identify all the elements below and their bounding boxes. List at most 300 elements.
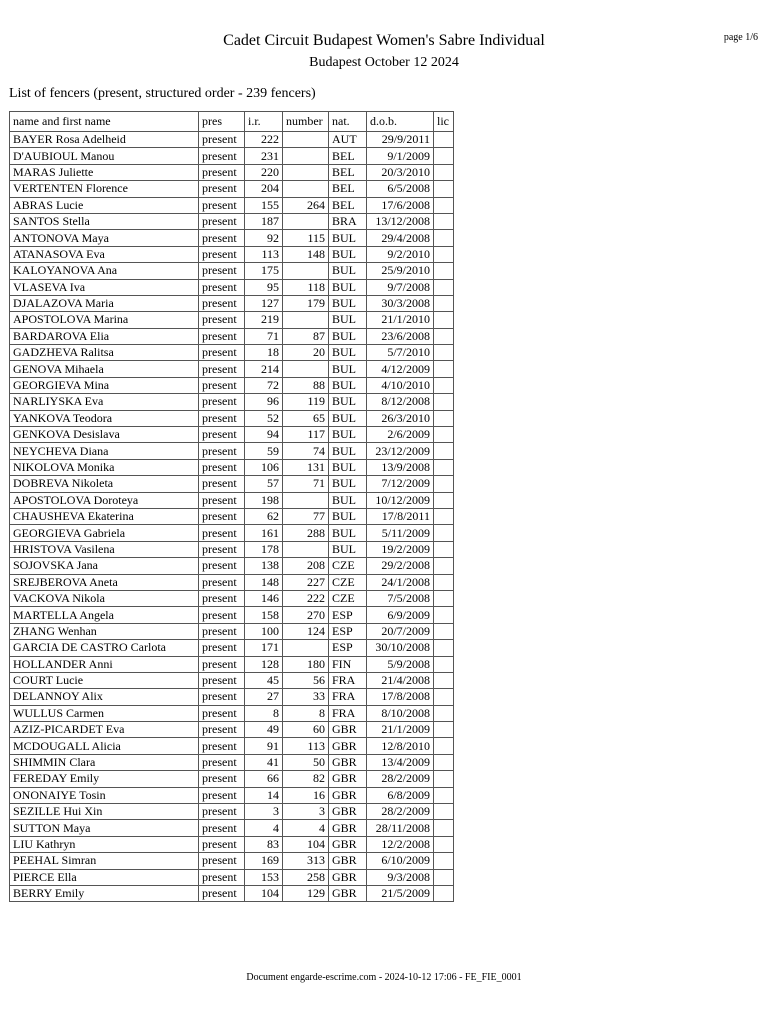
cell-lic xyxy=(434,181,454,197)
cell-nat: GBR xyxy=(329,804,367,820)
cell-number xyxy=(283,181,329,197)
page-subtitle: Budapest October 12 2024 xyxy=(309,55,459,70)
cell-ir: 100 xyxy=(245,623,283,639)
cell-dob: 21/5/2009 xyxy=(367,885,434,901)
cell-name: VACKOVA Nikola xyxy=(10,590,199,606)
cell-nat: FRA xyxy=(329,705,367,721)
cell-ir: 57 xyxy=(245,476,283,492)
cell-number: 71 xyxy=(283,476,329,492)
cell-pres: present xyxy=(199,836,245,852)
cell-name: SOJOVSKA Jana xyxy=(10,558,199,574)
cell-lic xyxy=(434,672,454,688)
table-row xyxy=(10,492,454,508)
cell-number xyxy=(283,361,329,377)
table-row xyxy=(10,689,454,705)
cell-lic xyxy=(434,869,454,885)
cell-ir: 127 xyxy=(245,295,283,311)
cell-dob: 12/8/2010 xyxy=(367,738,434,754)
cell-ir: 52 xyxy=(245,410,283,426)
cell-lic xyxy=(434,459,454,475)
table-row xyxy=(10,361,454,377)
cell-lic xyxy=(434,836,454,852)
cell-ir: 155 xyxy=(245,197,283,213)
cell-nat: BUL xyxy=(329,525,367,541)
cell-number: 270 xyxy=(283,607,329,623)
cell-pres: present xyxy=(199,885,245,901)
cell-dob: 9/3/2008 xyxy=(367,869,434,885)
cell-pres: present xyxy=(199,656,245,672)
cell-pres: present xyxy=(199,361,245,377)
column-header-nat: nat. xyxy=(329,112,367,132)
cell-name: NIKOLOVA Monika xyxy=(10,459,199,475)
cell-ir: 113 xyxy=(245,246,283,262)
cell-ir: 187 xyxy=(245,213,283,229)
cell-lic xyxy=(434,148,454,164)
cell-number xyxy=(283,312,329,328)
cell-ir: 175 xyxy=(245,263,283,279)
column-header-name: name and first name xyxy=(10,112,199,132)
cell-name: WULLUS Carmen xyxy=(10,705,199,721)
cell-dob: 21/1/2009 xyxy=(367,722,434,738)
page-title: Cadet Circuit Budapest Women's Sabre Individual xyxy=(223,32,545,49)
cell-name: SANTOS Stella xyxy=(10,213,199,229)
fencers-table xyxy=(9,111,454,902)
cell-lic xyxy=(434,132,454,148)
cell-dob: 17/6/2008 xyxy=(367,197,434,213)
table-row xyxy=(10,558,454,574)
cell-name: HOLLANDER Anni xyxy=(10,656,199,672)
cell-lic xyxy=(434,590,454,606)
cell-lic xyxy=(434,476,454,492)
cell-name: HRISTOVA Vasilena xyxy=(10,541,199,557)
cell-pres: present xyxy=(199,197,245,213)
cell-number: 50 xyxy=(283,754,329,770)
cell-dob: 17/8/2011 xyxy=(367,508,434,524)
cell-number: 129 xyxy=(283,885,329,901)
cell-nat: GBR xyxy=(329,722,367,738)
cell-dob: 13/4/2009 xyxy=(367,754,434,770)
cell-dob: 4/12/2009 xyxy=(367,361,434,377)
cell-number: 115 xyxy=(283,230,329,246)
cell-name: FEREDAY Emily xyxy=(10,771,199,787)
table-row xyxy=(10,427,454,443)
cell-lic xyxy=(434,164,454,180)
cell-pres: present xyxy=(199,804,245,820)
cell-name: ATANASOVA Eva xyxy=(10,246,199,262)
cell-name: MARAS Juliette xyxy=(10,164,199,180)
cell-nat: BUL xyxy=(329,246,367,262)
cell-number: 74 xyxy=(283,443,329,459)
cell-lic xyxy=(434,820,454,836)
cell-number: 82 xyxy=(283,771,329,787)
cell-ir: 204 xyxy=(245,181,283,197)
cell-dob: 7/5/2008 xyxy=(367,590,434,606)
table-row xyxy=(10,377,454,393)
table-row xyxy=(10,590,454,606)
cell-dob: 4/10/2010 xyxy=(367,377,434,393)
cell-dob: 28/2/2009 xyxy=(367,804,434,820)
cell-pres: present xyxy=(199,705,245,721)
cell-dob: 5/9/2008 xyxy=(367,656,434,672)
cell-dob: 23/12/2009 xyxy=(367,443,434,459)
cell-lic xyxy=(434,230,454,246)
cell-nat: GBR xyxy=(329,869,367,885)
cell-number xyxy=(283,164,329,180)
cell-name: SHIMMIN Clara xyxy=(10,754,199,770)
cell-lic xyxy=(434,623,454,639)
cell-nat: BUL xyxy=(329,328,367,344)
cell-dob: 20/3/2010 xyxy=(367,164,434,180)
cell-number: 117 xyxy=(283,427,329,443)
cell-pres: present xyxy=(199,722,245,738)
table-row xyxy=(10,476,454,492)
cell-number: 124 xyxy=(283,623,329,639)
cell-nat: BUL xyxy=(329,345,367,361)
cell-lic xyxy=(434,885,454,901)
cell-ir: 96 xyxy=(245,394,283,410)
cell-name: VLASEVA Iva xyxy=(10,279,199,295)
cell-number: 222 xyxy=(283,590,329,606)
cell-number: 88 xyxy=(283,377,329,393)
cell-name: DJALAZOVA Maria xyxy=(10,295,199,311)
cell-dob: 7/12/2009 xyxy=(367,476,434,492)
cell-pres: present xyxy=(199,132,245,148)
cell-nat: BEL xyxy=(329,197,367,213)
cell-pres: present xyxy=(199,853,245,869)
cell-ir: 138 xyxy=(245,558,283,574)
cell-lic xyxy=(434,787,454,803)
cell-nat: BUL xyxy=(329,459,367,475)
cell-dob: 30/10/2008 xyxy=(367,640,434,656)
cell-name: MARTELLA Angela xyxy=(10,607,199,623)
cell-name: CHAUSHEVA Ekaterina xyxy=(10,508,199,524)
cell-nat: GBR xyxy=(329,853,367,869)
cell-number: 119 xyxy=(283,394,329,410)
cell-lic xyxy=(434,295,454,311)
cell-pres: present xyxy=(199,787,245,803)
cell-dob: 5/7/2010 xyxy=(367,345,434,361)
cell-pres: present xyxy=(199,312,245,328)
cell-name: GEORGIEVA Gabriela xyxy=(10,525,199,541)
cell-lic xyxy=(434,377,454,393)
cell-ir: 214 xyxy=(245,361,283,377)
cell-lic xyxy=(434,361,454,377)
cell-name: BARDAROVA Elia xyxy=(10,328,199,344)
cell-nat: GBR xyxy=(329,738,367,754)
cell-number: 118 xyxy=(283,279,329,295)
cell-nat: BUL xyxy=(329,361,367,377)
cell-name: APOSTOLOVA Doroteya xyxy=(10,492,199,508)
cell-name: BAYER Rosa Adelheid xyxy=(10,132,199,148)
cell-ir: 148 xyxy=(245,574,283,590)
table-row xyxy=(10,263,454,279)
cell-pres: present xyxy=(199,148,245,164)
cell-name: GENKOVA Desislava xyxy=(10,427,199,443)
cell-pres: present xyxy=(199,869,245,885)
cell-ir: 106 xyxy=(245,459,283,475)
cell-lic xyxy=(434,541,454,557)
cell-ir: 91 xyxy=(245,738,283,754)
cell-pres: present xyxy=(199,771,245,787)
cell-nat: FIN xyxy=(329,656,367,672)
table-row xyxy=(10,656,454,672)
table-row xyxy=(10,328,454,344)
cell-pres: present xyxy=(199,623,245,639)
table-row xyxy=(10,148,454,164)
cell-dob: 6/5/2008 xyxy=(367,181,434,197)
cell-dob: 29/9/2011 xyxy=(367,132,434,148)
cell-dob: 21/4/2008 xyxy=(367,672,434,688)
cell-pres: present xyxy=(199,164,245,180)
cell-nat: GBR xyxy=(329,754,367,770)
cell-pres: present xyxy=(199,558,245,574)
table-row xyxy=(10,885,454,901)
cell-number: 313 xyxy=(283,853,329,869)
cell-number: 20 xyxy=(283,345,329,361)
cell-number: 264 xyxy=(283,197,329,213)
column-header-dob: d.o.b. xyxy=(367,112,434,132)
cell-ir: 45 xyxy=(245,672,283,688)
cell-ir: 169 xyxy=(245,853,283,869)
cell-number: 104 xyxy=(283,836,329,852)
cell-lic xyxy=(434,410,454,426)
cell-ir: 41 xyxy=(245,754,283,770)
cell-number xyxy=(283,492,329,508)
cell-ir: 128 xyxy=(245,656,283,672)
cell-name: PIERCE Ella xyxy=(10,869,199,885)
cell-lic xyxy=(434,443,454,459)
cell-name: D'AUBIOUL Manou xyxy=(10,148,199,164)
cell-ir: 95 xyxy=(245,279,283,295)
cell-dob: 13/12/2008 xyxy=(367,213,434,229)
cell-dob: 17/8/2008 xyxy=(367,689,434,705)
table-row xyxy=(10,164,454,180)
cell-dob: 9/1/2009 xyxy=(367,148,434,164)
cell-ir: 94 xyxy=(245,427,283,443)
cell-pres: present xyxy=(199,345,245,361)
cell-ir: 71 xyxy=(245,328,283,344)
cell-pres: present xyxy=(199,295,245,311)
cell-dob: 9/2/2010 xyxy=(367,246,434,262)
cell-pres: present xyxy=(199,377,245,393)
cell-ir: 49 xyxy=(245,722,283,738)
cell-pres: present xyxy=(199,410,245,426)
cell-lic xyxy=(434,328,454,344)
cell-pres: present xyxy=(199,443,245,459)
cell-pres: present xyxy=(199,246,245,262)
table-row xyxy=(10,771,454,787)
cell-dob: 19/2/2009 xyxy=(367,541,434,557)
cell-ir: 222 xyxy=(245,132,283,148)
cell-ir: 219 xyxy=(245,312,283,328)
cell-number: 208 xyxy=(283,558,329,574)
table-row xyxy=(10,623,454,639)
cell-nat: BUL xyxy=(329,476,367,492)
cell-nat: GBR xyxy=(329,820,367,836)
cell-name: DOBREVA Nikoleta xyxy=(10,476,199,492)
cell-lic xyxy=(434,525,454,541)
cell-name: SREJBEROVA Aneta xyxy=(10,574,199,590)
cell-nat: BUL xyxy=(329,377,367,393)
cell-number: 3 xyxy=(283,804,329,820)
table-row xyxy=(10,312,454,328)
cell-dob: 25/9/2010 xyxy=(367,263,434,279)
document-footer: Document engarde-escrime.com - 2024-10-12 17:06 - FE_FIE_0001 xyxy=(246,972,522,983)
table-row xyxy=(10,508,454,524)
column-header-ir: i.r. xyxy=(245,112,283,132)
cell-name: LIU Kathryn xyxy=(10,836,199,852)
cell-dob: 13/9/2008 xyxy=(367,459,434,475)
cell-number: 179 xyxy=(283,295,329,311)
cell-name: KALOYANOVA Ana xyxy=(10,263,199,279)
cell-nat: BEL xyxy=(329,164,367,180)
cell-dob: 23/6/2008 xyxy=(367,328,434,344)
cell-nat: BUL xyxy=(329,263,367,279)
cell-ir: 59 xyxy=(245,443,283,459)
cell-ir: 14 xyxy=(245,787,283,803)
cell-pres: present xyxy=(199,508,245,524)
cell-pres: present xyxy=(199,459,245,475)
cell-name: NEYCHEVA Diana xyxy=(10,443,199,459)
cell-lic xyxy=(434,508,454,524)
cell-name: GENOVA Mihaela xyxy=(10,361,199,377)
cell-pres: present xyxy=(199,738,245,754)
cell-ir: 171 xyxy=(245,640,283,656)
list-heading: List of fencers (present, structured order - 239 fencers) xyxy=(9,86,316,101)
cell-name: GEORGIEVA Mina xyxy=(10,377,199,393)
cell-pres: present xyxy=(199,427,245,443)
cell-lic xyxy=(434,754,454,770)
cell-number: 180 xyxy=(283,656,329,672)
cell-ir: 8 xyxy=(245,705,283,721)
cell-name: COURT Lucie xyxy=(10,672,199,688)
table-row xyxy=(10,787,454,803)
table-row xyxy=(10,132,454,148)
cell-number xyxy=(283,148,329,164)
cell-dob: 6/9/2009 xyxy=(367,607,434,623)
cell-dob: 21/1/2010 xyxy=(367,312,434,328)
cell-nat: FRA xyxy=(329,689,367,705)
cell-lic xyxy=(434,607,454,623)
cell-name: ONONAIYE Tosin xyxy=(10,787,199,803)
cell-lic xyxy=(434,492,454,508)
cell-lic xyxy=(434,640,454,656)
table-row xyxy=(10,820,454,836)
cell-nat: BUL xyxy=(329,443,367,459)
cell-number: 60 xyxy=(283,722,329,738)
cell-dob: 6/8/2009 xyxy=(367,787,434,803)
table-row xyxy=(10,459,454,475)
cell-ir: 104 xyxy=(245,885,283,901)
cell-dob: 9/7/2008 xyxy=(367,279,434,295)
cell-name: ZHANG Wenhan xyxy=(10,623,199,639)
table-row xyxy=(10,754,454,770)
cell-pres: present xyxy=(199,541,245,557)
cell-number: 8 xyxy=(283,705,329,721)
cell-ir: 153 xyxy=(245,869,283,885)
cell-pres: present xyxy=(199,607,245,623)
table-row xyxy=(10,525,454,541)
cell-dob: 30/3/2008 xyxy=(367,295,434,311)
cell-name: APOSTOLOVA Marina xyxy=(10,312,199,328)
table-row xyxy=(10,640,454,656)
cell-pres: present xyxy=(199,263,245,279)
cell-lic xyxy=(434,279,454,295)
cell-pres: present xyxy=(199,394,245,410)
cell-nat: BUL xyxy=(329,394,367,410)
cell-dob: 8/12/2008 xyxy=(367,394,434,410)
cell-nat: BRA xyxy=(329,213,367,229)
cell-pres: present xyxy=(199,230,245,246)
cell-lic xyxy=(434,558,454,574)
column-header-number: number xyxy=(283,112,329,132)
cell-nat: GBR xyxy=(329,787,367,803)
cell-dob: 28/2/2009 xyxy=(367,771,434,787)
cell-ir: 18 xyxy=(245,345,283,361)
cell-name: MCDOUGALL Alicia xyxy=(10,738,199,754)
cell-lic xyxy=(434,771,454,787)
cell-ir: 178 xyxy=(245,541,283,557)
table-row xyxy=(10,853,454,869)
cell-lic xyxy=(434,312,454,328)
cell-nat: ESP xyxy=(329,640,367,656)
cell-number: 148 xyxy=(283,246,329,262)
cell-pres: present xyxy=(199,754,245,770)
cell-dob: 26/3/2010 xyxy=(367,410,434,426)
cell-nat: BUL xyxy=(329,312,367,328)
cell-nat: BUL xyxy=(329,279,367,295)
cell-pres: present xyxy=(199,181,245,197)
cell-lic xyxy=(434,345,454,361)
cell-ir: 83 xyxy=(245,836,283,852)
cell-lic xyxy=(434,197,454,213)
cell-nat: CZE xyxy=(329,574,367,590)
cell-name: DELANNOY Alix xyxy=(10,689,199,705)
cell-ir: 146 xyxy=(245,590,283,606)
cell-number xyxy=(283,640,329,656)
table-row xyxy=(10,213,454,229)
cell-nat: ESP xyxy=(329,623,367,639)
cell-nat: GBR xyxy=(329,771,367,787)
table-row xyxy=(10,804,454,820)
cell-ir: 4 xyxy=(245,820,283,836)
cell-lic xyxy=(434,722,454,738)
cell-ir: 66 xyxy=(245,771,283,787)
cell-dob: 24/1/2008 xyxy=(367,574,434,590)
cell-nat: BEL xyxy=(329,148,367,164)
cell-name: YANKOVA Teodora xyxy=(10,410,199,426)
cell-nat: GBR xyxy=(329,836,367,852)
cell-number: 77 xyxy=(283,508,329,524)
cell-nat: FRA xyxy=(329,672,367,688)
cell-number: 87 xyxy=(283,328,329,344)
cell-pres: present xyxy=(199,476,245,492)
cell-number: 131 xyxy=(283,459,329,475)
table-row xyxy=(10,295,454,311)
cell-nat: CZE xyxy=(329,590,367,606)
table-row xyxy=(10,869,454,885)
cell-pres: present xyxy=(199,590,245,606)
cell-name: BERRY Emily xyxy=(10,885,199,901)
cell-name: AZIZ-PICARDET Eva xyxy=(10,722,199,738)
cell-ir: 158 xyxy=(245,607,283,623)
cell-number: 4 xyxy=(283,820,329,836)
cell-lic xyxy=(434,738,454,754)
cell-nat: BUL xyxy=(329,230,367,246)
cell-dob: 8/10/2008 xyxy=(367,705,434,721)
cell-lic xyxy=(434,213,454,229)
cell-dob: 10/12/2009 xyxy=(367,492,434,508)
